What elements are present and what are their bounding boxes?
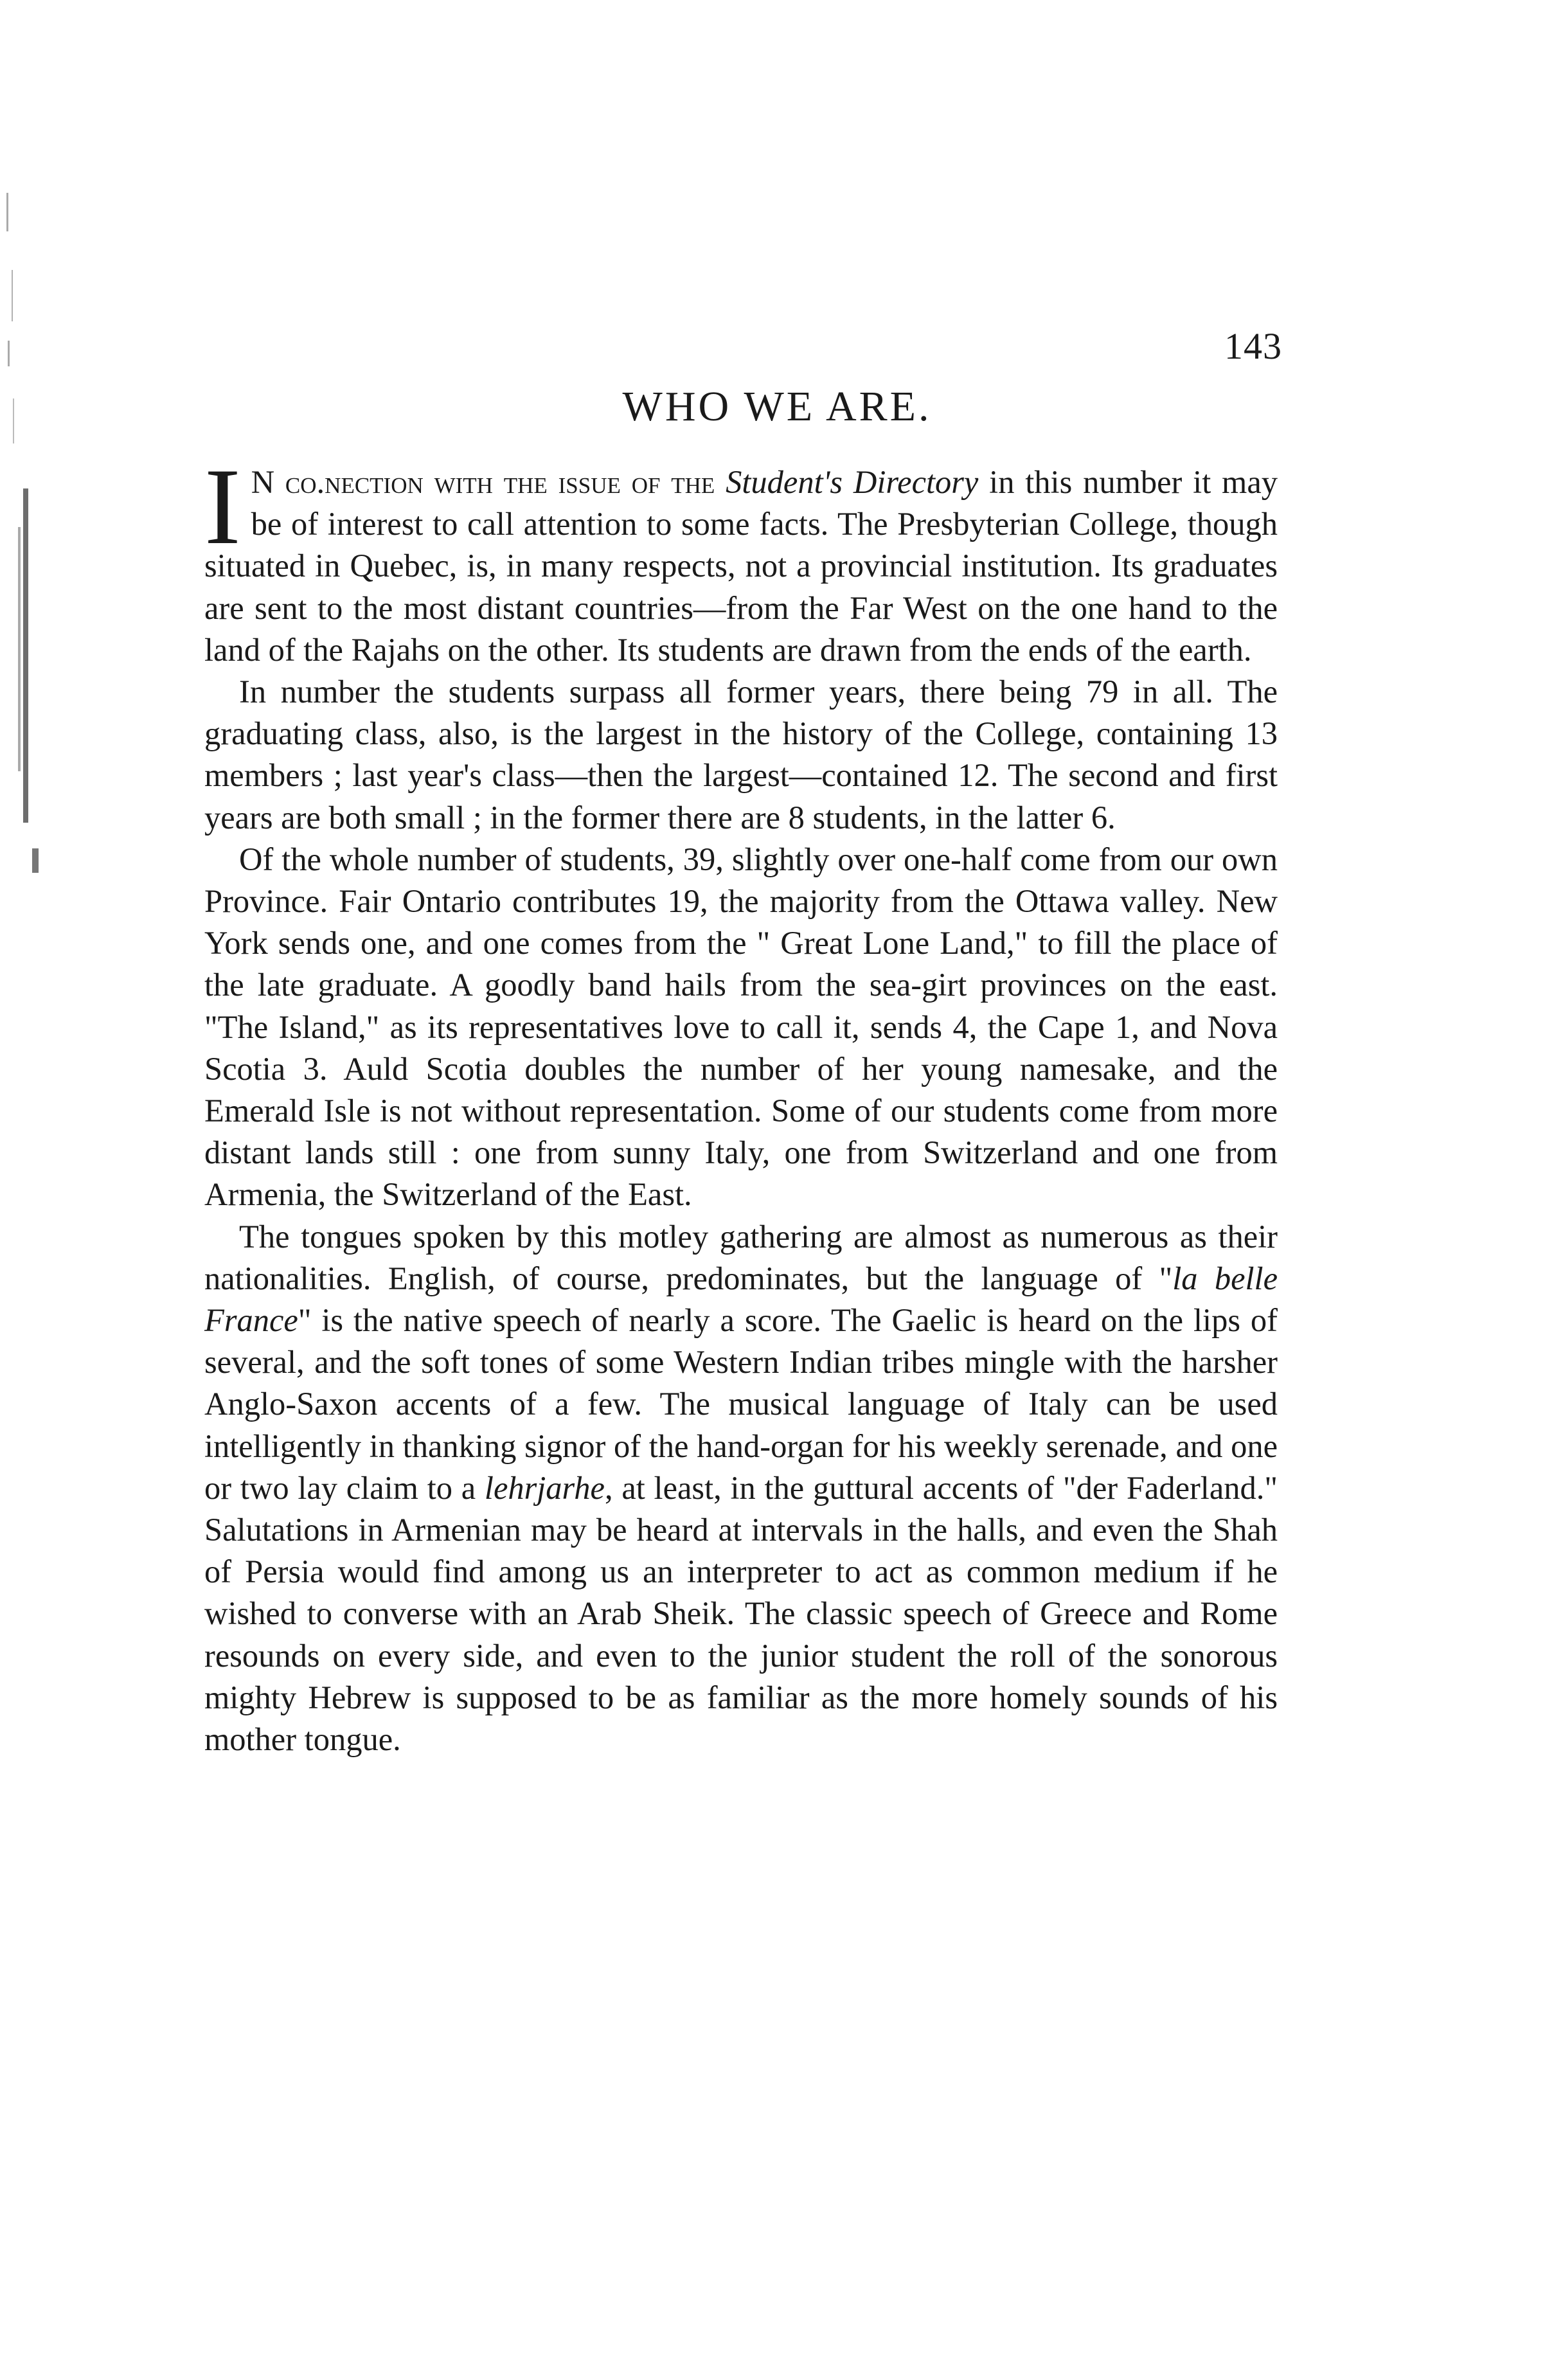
paragraph-4-part-1: The tongues spoken by this motley gathering are almost as numerous as their nationalities. English, of course, predominates, but the language of " [204,1218,1278,1296]
paragraph-4-italic-1: la belle France [204,1260,1278,1339]
article-body [204,446,1278,1760]
page-number: 143 [1224,325,1282,367]
paragraph-1 [204,446,1278,671]
paragraph-4 [204,1216,1278,1761]
paragraph-4-part-2: " is the native speech of nearly a score. The Gaelic is heard on the lips of several, and the soft tones of some Western Indian tribes mingle with the harsher Anglo-Saxon accents of a few. The musical language of Italy can be used intelligently in thanking signor of the hand-organ for his weekly serenade, and one or two lay claim to a [204,1302,1278,1506]
paragraph-2: In number the students surpass all former years, there being 79 in all. The graduating class, also, is the largest in the history of the College, containing 13 members ; last year's class—then the largest—contained 12. The second and first years are both small ; in the former there are 8 students, in the latter 6. [204,674,1278,836]
paragraph-4-italic-2: lehrjarhe [484,1469,605,1506]
article-heading: WHO WE ARE. [622,383,932,430]
paragraph-1-rest: in this number it may be of interest to call attention to some facts. The Presbyterian College, though situated in Quebec, is, in many respects, not a provincial institution. Its graduates are sent to the most distant countries—from the Far West on the one hand to the land of the Rajahs on the other. Its students are drawn from the ends of the earth. [204,464,1278,668]
directory-title: Student's Directory [726,464,979,500]
paragraph-3: Of the whole number of students, 39, slightly over one-half come from our own Province. Fair Ontario contributes 19, the majority from the Ottawa valley. New York sends one, and one comes from the " Great Lone Land," to fill the place of the late graduate. A goodly band hails from the sea-girt provinces on the east. "The Island," as its representatives love to call it, sends 4, the Cape 1, and Nova Scotia 3. Auld Scotia doubles the number of her young namesake, and the Emerald Isle is not without representation. Some of our students come from more distant lands still : one from sunny Italy, one from Switzerland and one from Armenia, the Switzerland of the East. [204,841,1278,1213]
paragraph-1-lead: N co.nection with the issue of the [251,464,726,500]
binding-edge-marks [4,193,41,913]
paragraph-4-part-3: , at least, in the guttural accents of "der Faderland." Salutations in Armenian may be heard at intervals in the halls, and even the Shah of Persia would find among us an interpreter to act as common medium if he wished to converse with an Arab Sheik. The classic speech of Greece and Rome resounds on every side, and even to the junior student the roll of the sonorous mighty Hebrew is supposed to be as familiar as the more homely sounds of his mother tongue. [204,1469,1278,1758]
drop-cap: I [204,446,241,567]
